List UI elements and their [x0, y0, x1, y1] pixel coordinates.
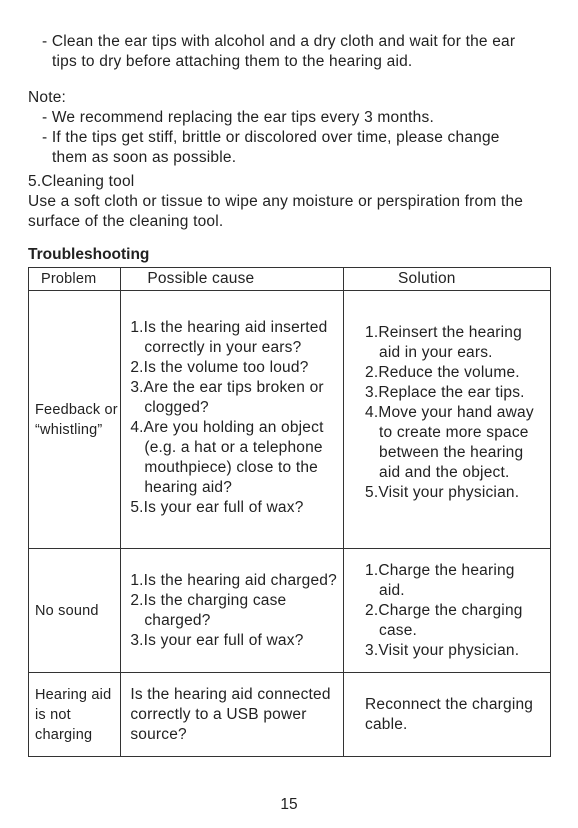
solution-item: 2.Reduce the volume.	[365, 364, 520, 381]
causes-cell	[121, 291, 344, 549]
cause-item: 1.Is the hearing aid inserted correctly in your ears?	[130, 319, 328, 356]
solution-item: 2.Charge the charging case.	[365, 601, 523, 639]
troubleshooting-title: Troubleshooting	[28, 246, 150, 263]
header-possible-cause: Possible cause	[121, 268, 344, 291]
causes-cell: Is the hearing aid connected correctly to a USB power source?	[121, 673, 344, 757]
solutions-cell	[344, 291, 551, 549]
note-bullet-replace: - We recommend replacing the ear tips every 3 months.	[42, 109, 434, 126]
solution-text: Reconnect the charging cable.	[365, 695, 534, 733]
header-problem: Problem	[29, 268, 121, 291]
note-bullet-change-line2: them as soon as possible.	[52, 149, 237, 166]
cause-item: 3.Are the ear tips broken or clogged?	[130, 379, 324, 416]
table-row	[29, 291, 551, 549]
causes-cell	[121, 549, 344, 673]
solution-item: 4.Move your hand away to create more space between the hearing aid and the object.	[365, 404, 534, 481]
problem-cell: No sound	[29, 549, 121, 673]
clean-tips-line1: - Clean the ear tips with alcohol and a dry cloth and wait for the ear	[42, 33, 516, 50]
solution-item: 1.Reinsert the hearing aid in your ears.	[365, 324, 522, 361]
note-bullet-change	[42, 128, 552, 168]
solution-item: 3.Visit your physician.	[365, 641, 520, 659]
cleaning-tool-line1: Use a soft cloth or tissue to wipe any moisture or perspiration from the	[28, 193, 524, 210]
header-solution: Solution	[344, 268, 551, 291]
problem-cell: Hearing aid is not charging	[29, 673, 121, 757]
solutions-cell	[344, 549, 551, 673]
cause-item: 2.Is the charging case charged?	[130, 591, 287, 629]
table-row	[29, 549, 551, 673]
clean-tips-bullet	[42, 32, 552, 72]
solution-item: 5.Visit your physician.	[365, 484, 520, 501]
cause-item: 5.Is your ear full of wax?	[130, 499, 304, 516]
solution-item: 1.Charge the hearing aid.	[365, 561, 515, 599]
cleaning-tool-text	[28, 192, 553, 232]
note-bullet-change-line1: - If the tips get stiff, brittle or discolored over time, please change	[42, 129, 500, 146]
page-number: 15	[280, 796, 298, 813]
cleaning-tool-heading: 5.Cleaning tool	[28, 173, 135, 190]
cause-item: 1.Is the hearing aid charged?	[130, 571, 337, 589]
cause-item: 2.Is the volume too loud?	[130, 359, 309, 376]
note-label: Note:	[28, 89, 67, 106]
table-header-row	[29, 268, 551, 291]
cause-item: 3.Is your ear full of wax?	[130, 631, 304, 649]
clean-tips-line2: tips to dry before attaching them to the hearing aid.	[52, 53, 413, 70]
solutions-cell	[344, 673, 551, 757]
troubleshooting-table	[28, 267, 551, 757]
problem-cell: Feedback or “whistling”	[29, 291, 121, 549]
solution-item: 3.Replace the ear tips.	[365, 384, 525, 401]
table-row	[29, 673, 551, 757]
cause-item: 4.Are you holding an object (e.g. a hat or a telephone mouthpiece) close to the hearing aid?	[130, 419, 324, 496]
cleaning-tool-line2: surface of the cleaning tool.	[28, 213, 224, 230]
